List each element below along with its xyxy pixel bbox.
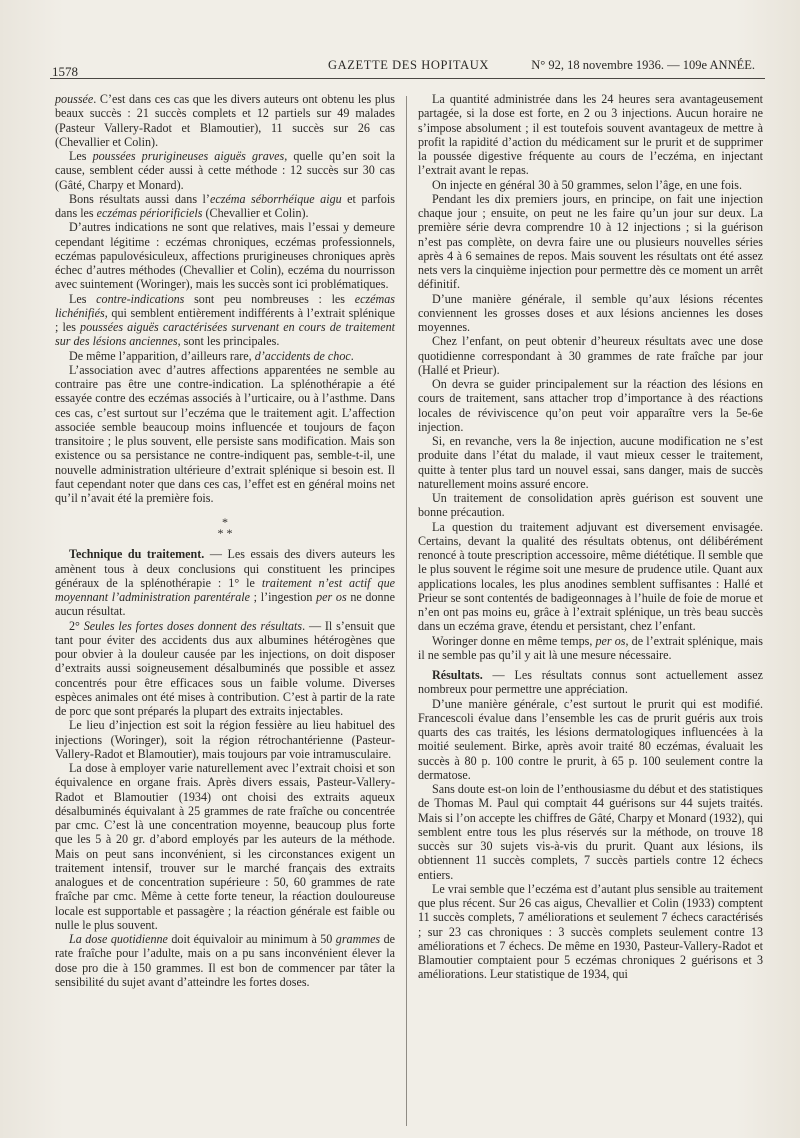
paragraph	[55, 761, 395, 932]
text-run: D’une manière générale, il semble qu’aux lésions récentes conviennent les grosses doses et aux lésions anciennes les doses moyennes.	[418, 291, 763, 334]
text-run: , quelle qu’en soit la cause, semblent céder aussi à cette méthode : 12 succès sur 30 cas (Gâté, Charpy et Monard).	[55, 149, 395, 192]
text-run: L’association avec d’autres affections apparentées ne semble au contraire pas être une contre-indication. La splénothérapie a été essayée contre des eczémas associés à l’urticaire, ou à l’asthme. Dans ces cas, c’est surtout sur l’eczéma que le traitement agit. L’affection associée semble beaucoup moins influencée et toujours de façon transitoire ; le plus souvent, elle persiste sans modification. Mais son existence ou sa persistance ne contre-indiquent pas, semble-t-il, une nouvelle administration ultérieure d’extrait splénique si besoin est. Il faut cependant noter que dans ces cas, l’effet est en général moins net qu’il n’avait été la première fois.	[55, 362, 395, 505]
paragraph	[418, 491, 763, 520]
paragraph	[418, 782, 763, 882]
paragraph	[418, 697, 763, 783]
text-run: (Chevallier et Colin).	[202, 206, 309, 220]
paragraph	[418, 192, 763, 292]
text-run: traitement n’est actif que moyennant l’administration parentérale	[55, 575, 395, 604]
text-run: La question du traitement adjuvant est diversement envisagée. Certains, devant la qualité des résultats obtenus, ont délibérément renoncé à toute prescription accessoire, même diététique. Il semble que le plus souvent le régime soit une mesure de prudence utile. Quant aux applications locales, les plus anodines semblent suffisantes : Hallé et Prieur se sont contentés de badigeonnages à l’huile de foie de morue et n’en ont pas moins eu, grâce à l’extrait splénique, un très beau succès dans un eczéma grave, étendu et persistant, chez l’enfant.	[418, 519, 763, 634]
text-run: , qui semblent entièrement indifférents à l’extrait splénique ; les	[55, 305, 395, 334]
left-column	[55, 92, 395, 989]
paragraph	[55, 718, 395, 761]
section-heading: Résultats.	[432, 668, 483, 682]
text-run: Chez l’enfant, on peut obtenir d’heureux résultats avec une dose quotidienne correspondant à 30 grammes de rate fraîche par jour (Hallé et Prieur).	[418, 334, 763, 377]
text-run: d’accidents de choc	[254, 348, 351, 363]
paragraph	[418, 520, 763, 634]
text-run: La quantité administrée dans les 24 heures sera avantageusement partagée, si la dose est forte, en 2 ou 3 injections. Aucun horaire ne s’impose absolument ; il est toutefois souvent avantageux de mettre à profit la rapidité d’action du médicament sur le prurit et de supprimer la poussée digestive fréquente au cours de l’eczéma, en injectant l’extrait avant le repas.	[418, 92, 763, 178]
paragraph	[55, 619, 395, 719]
text-run: sont peu nombreuses : les	[184, 291, 355, 306]
text-run: — Les résultats connus sont actuellement assez nombreux pour permettre une appréciation.	[418, 668, 763, 697]
paragraph	[418, 178, 763, 192]
text-run: et parfois dans les	[55, 191, 395, 220]
text-run: Bons résultats aussi dans l’	[69, 191, 210, 206]
column-divider	[406, 96, 407, 1126]
text-run: , sont les principales.	[177, 334, 280, 349]
text-run: Les	[69, 149, 93, 163]
paragraph	[418, 434, 763, 491]
text-run: , de l’extrait splénique, mais il ne semble pas qu’il y ait là une mesure nécessaire.	[418, 633, 763, 662]
journal-title: GAZETTE DES HOPITAUX	[328, 58, 489, 72]
page-header	[50, 56, 755, 80]
paragraph	[418, 292, 763, 335]
text-run: .	[350, 348, 354, 363]
text-run: D’une manière générale, c’est surtout le prurit qui est modifié. Francescoli évalue dans l’ensemble les cas de prurit guéris aux trois quarts des cas traités, les lésions dermatologiques influencées à la moitié seulement. Birke, après avoir traité 80 eczémas, évaluait les succès à 80 p. 100 contre le prurit, à 65 p. 100 seulement contre la dermatose.	[418, 696, 763, 782]
paragraph	[55, 92, 395, 149]
text-run: ne donne aucun résultat.	[55, 590, 395, 619]
text-run: — Les essais des divers auteurs les amènent tous à deux conclusions qui constituent les principes généraux de la splénothérapie : 1° le	[55, 547, 395, 590]
text-run: poussées prurigineuses aiguës graves	[92, 149, 285, 163]
text-run: 2°	[69, 618, 84, 633]
text-run: . — Il s’ensuit que tant pour éviter des accidents dus aux albumines hétérogènes que pour obvier à la douleur causée par les injections, on doit disposer d’extraits aussi soigneusement désalbuminés que possible et assez concentrés pour être efficaces sous un faible volume. Diverses espèces animales ont été mises à contribution. C’est à partir de la rate de porc que sont préparés la plupart des extraits injectables.	[55, 618, 395, 718]
paragraph	[418, 334, 763, 377]
text-run: eczémas lichénifiés	[55, 291, 395, 320]
page-number: 1578	[52, 64, 78, 79]
text-run: contre-indications	[96, 291, 185, 306]
paragraph	[55, 932, 395, 989]
text-run: Le vrai semble que l’eczéma est d’autant plus sensible au traitement que plus récent. Sur 26 cas aigus, Chevallier et Colin (1933) comptent 11 succès complets, 7 améliorations et seulement 7 échecs caractérisés ; sur 23 cas chroniques : 3 succès complets seulement contre 13 améliorations et 7 échecs. De même en 1930, Pasteur-Vallery-Radot et Blamoutier comptaient pour 5 eczémas chroniques 2 guérisons et 3 améliorations. Leur statistique de 1934, qui	[418, 881, 763, 982]
text-run: de rate fraîche pour l’adulte, mais on a pu sans inconvénient élever la dose pro die à 150 grammes. Il est bon de commencer par tâter la sensibilité du sujet avant d’atteindre les fortes doses.	[55, 932, 395, 989]
text-run: doit équivaloir au minimum à 50	[167, 932, 336, 946]
text-run: poussées aiguës caractérisées survenant en cours de traitement sur des lésions anciennes	[55, 320, 395, 349]
paragraph	[55, 547, 395, 618]
paragraph	[418, 377, 763, 434]
text-run: per os	[316, 590, 347, 604]
text-run: poussée	[55, 92, 94, 106]
text-run: On devra se guider principalement sur la réaction des lésions en cours de traitement, sans attacher trop d’importance à des réactions locales de réviviscence qu’on peut voir apparaître vers la 5e-6e injection.	[418, 377, 763, 434]
paragraph	[55, 192, 395, 221]
paragraph	[55, 220, 395, 291]
paragraph	[418, 668, 763, 697]
paragraph	[55, 349, 395, 363]
paragraph	[418, 882, 763, 982]
paragraph	[418, 634, 763, 663]
text-run: On injecte en général 30 à 50 grammes, selon l’âge, en une fois.	[432, 177, 742, 192]
header-rule	[50, 78, 765, 79]
section-heading: Technique du traitement.	[69, 547, 205, 562]
paragraph	[55, 363, 395, 506]
paragraph	[418, 92, 763, 178]
text-run: D’autres indications ne sont que relatives, mais l’essai y demeure cependant légitime : eczémas chroniques, eczémas professionnels, eczémas papulovésiculeux, affections prurigineuses chroniques après échec d’autres méthodes (Chevallier et Colin), eczéma du nourrisson avec suintement (Woringer), mais les succès sont ici problématiques.	[55, 220, 395, 292]
text-run: Pendant les dix premiers jours, en principe, on fait une injection chaque jour ; ensuite, on peut ne les faire qu’un jour sur deux. La première série devra comprendre 10 à 12 injections ; si la guérison n’est pas complète, on devra faire une ou plusieurs nouvelles séries après 4 à 6 semaines de repos. Mais souvent les résultats ont été assez nets vers la cinquième injection pour permettre dès ce moment un arrêt définitif.	[418, 191, 763, 292]
text-run: La dose à employer varie naturellement avec l’extrait choisi et son équivalence en organe frais. Après divers essais, Pasteur-Vallery-Radot et Blamoutier (1934) ont choisi des extraits aqueux désalbuminés équivalant à 25 grammes de rate fraîche ou concentrée par cmc. C’est là une concentration moyenne, beaucoup plus forte que les 5 à 20 gr. d’abord employés par les auteurs de la méthode. Mais on peut sans inconvénient, si les circonstances exigent un traitement intensif, trouver sur le marché français des extraits analogues et de concentration supérieure : 50, 60 grammes de rate fraîche par cmc. Même à cette forte teneur, la réaction douloureuse locale est supportable et passagère ; la réaction générale est faible ou nulle le plus souvent.	[55, 761, 395, 932]
text-run: grammes	[335, 932, 381, 946]
text-run: Sans doute est-on loin de l’enthousiasme du début et des statistiques de Thomas M. Paul qui comptait 44 guérisons sur 44 sujets traités. Mais si l’on accepte les chiffres de Gâté, Charpy et Monard (1932), qui semblent entre tous les plus réservés sur la méthode, on trouve 18 succès sur 30 sujets vis-à-vis du prurit. Quant aux lésions, ils obtiennent 11 succès complets, 7 succès partiels contre 12 échecs entiers.	[418, 782, 764, 882]
text-run: per os	[595, 633, 626, 648]
text-run: Seules les fortes doses donnent des résultats	[83, 618, 303, 633]
paragraph	[55, 292, 395, 349]
text-run: Un traitement de consolidation après guérison est souvent une bonne précaution.	[418, 491, 763, 520]
text-run: Woringer donne en même temps,	[432, 633, 596, 648]
issue-info: N° 92, 18 novembre 1936. — 109e ANNÉE.	[531, 58, 755, 72]
text-run: eczémas périorificiels	[96, 206, 203, 220]
text-run: De même l’apparition, d’ailleurs rare,	[69, 348, 255, 363]
text-run: Le lieu d’injection est soit la région fessière au lieu habituel des injections (Woringer), soit la région rétrochantérienne (Pasteur-Vallery-Radot et Blamoutier), mais toujours par voie intramusculaire.	[55, 718, 395, 761]
text-run: La dose quotidienne	[69, 932, 168, 946]
text-run: . C’est dans ces cas que les divers auteurs ont obtenu les plus beaux succès : 21 succès complets et 12 partiels sur 49 malades (Pasteur Vallery-Radot et Blamoutier), 11 succès sur 26 cas (Chevallier et Colin).	[55, 92, 395, 149]
right-column	[418, 92, 763, 982]
section-asterisms: * * *	[217, 515, 233, 541]
text-run: ; l’ingestion	[250, 590, 317, 604]
text-run: Si, en revanche, vers la 8e injection, aucune modification ne s’est produite dans l’état du malade, il vaut mieux cesser le traitement, quitte à tenter plus tard un nouvel essai, sans danger, mais de succès naturellement moins assuré encore.	[418, 434, 763, 491]
text-run: eczéma séborrhéique aigu	[209, 191, 342, 206]
paragraph	[55, 149, 395, 192]
text-run: Les	[69, 291, 97, 306]
